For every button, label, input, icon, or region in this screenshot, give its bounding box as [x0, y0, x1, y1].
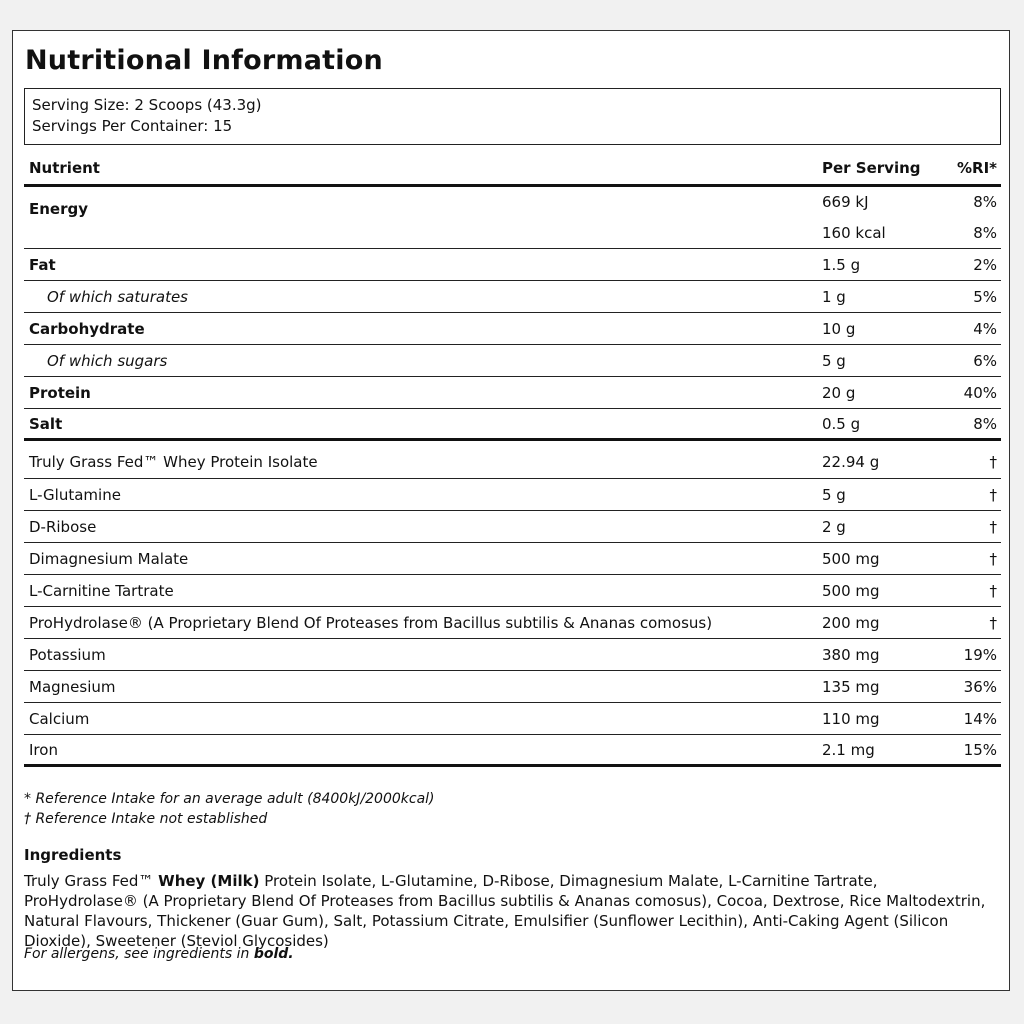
ingredient-name: Iron: [29, 740, 58, 759]
ingredient-amount: 5 g: [822, 485, 846, 504]
ingredient-amount: 135 mg: [822, 677, 880, 696]
table-row: [24, 249, 1001, 281]
ingredient-name: L-Carnitine Tartrate: [29, 581, 174, 600]
serving-info-box: [24, 88, 1001, 145]
table-row: [24, 345, 1001, 377]
nutrient-amount: 5 g: [822, 351, 846, 370]
nutrient-name: Of which sugars: [47, 351, 168, 370]
table-row: [24, 735, 1001, 767]
nutrition-panel: [12, 30, 1010, 991]
ingredient-amount: 110 mg: [822, 709, 880, 728]
allergen-note: [24, 946, 294, 962]
ingredient-amount: 200 mg: [822, 613, 880, 632]
energy-kj-ri: 8%: [973, 193, 997, 212]
table-row: [24, 409, 1001, 441]
ingredient-amount: 500 mg: [822, 549, 880, 568]
header-per-serving: Per Serving: [822, 158, 921, 177]
nutrient-ri: 4%: [973, 319, 997, 338]
energy-kj: 669 kJ: [822, 193, 869, 212]
allergen-note-text: For allergens, see ingredients in: [24, 946, 254, 962]
energy-kcal: 160 kcal: [822, 223, 886, 242]
nutrient-name: Salt: [29, 414, 63, 433]
ingredient-ri: †: [989, 452, 997, 471]
ingredients-prefix: Truly Grass Fed™: [24, 872, 159, 890]
table-row: [24, 377, 1001, 409]
nutrient-name: Fat: [29, 255, 56, 274]
nutrient-amount: 10 g: [822, 319, 856, 338]
allergen-note-bold: bold.: [253, 946, 294, 962]
ingredients-text: [24, 871, 994, 951]
table-row: [24, 313, 1001, 345]
ingredient-name: Calcium: [29, 709, 90, 728]
nutrient-ri: 5%: [973, 287, 997, 306]
serving-size: Serving Size: 2 Scoops (43.3g): [32, 96, 262, 114]
table-row: [24, 281, 1001, 313]
nutrient-name: Protein: [29, 383, 91, 402]
table-row: [24, 671, 1001, 703]
ingredient-ri: †: [989, 581, 997, 600]
servings-per-container: Servings Per Container: 15: [32, 117, 233, 135]
footnotes: [24, 789, 435, 829]
page-title: Nutritional Information: [25, 45, 383, 76]
ingredient-ri: 14%: [963, 709, 997, 728]
energy-label: Energy: [29, 200, 89, 218]
ingredient-amount: 22.94 g: [822, 452, 880, 471]
ingredient-amount: 2 g: [822, 517, 846, 536]
ingredient-amount: 500 mg: [822, 581, 880, 600]
nutrient-amount: 0.5 g: [822, 414, 861, 433]
ingredient-name: ProHydrolase® (A Proprietary Blend Of Proteases from Bacillus subtilis & Ananas comosus): [29, 613, 713, 632]
nutrient-ri: 6%: [973, 351, 997, 370]
table-row: [24, 441, 1001, 479]
table-row: [24, 607, 1001, 639]
ingredient-name: L-Glutamine: [29, 485, 121, 504]
ingredient-name: D-Ribose: [29, 517, 97, 536]
ingredient-amount: 380 mg: [822, 645, 880, 664]
table-row: [24, 575, 1001, 607]
footnote-not-established: † Reference Intake not established: [24, 811, 268, 827]
ingredient-ri: 36%: [963, 677, 997, 696]
header-nutrient: Nutrient: [29, 158, 100, 177]
table-row: [24, 639, 1001, 671]
ingredients-heading: Ingredients: [24, 846, 122, 864]
energy-row: [24, 187, 1001, 249]
ingredient-name: Truly Grass Fed™ Whey Protein Isolate: [29, 452, 318, 471]
ingredient-ri: †: [989, 517, 997, 536]
ingredient-ri: 15%: [963, 740, 997, 759]
ingredient-amount: 2.1 mg: [822, 740, 875, 759]
ingredients-rest: Protein Isolate, L-Glutamine, D-Ribose, Dimagnesium Malate, L-Carnitine Tartrate, ProHydrolase® (A Proprietary Blend Of Proteases from Bacillus subtilis & Ananas comosus), Cocoa, Dextrose, Rice Maltodextrin, Natural Flavours, Thickener (Guar Gum), Salt, Potassium Citrate, Emulsifier (Sunflower Lecithin), Anti-Caking Agent (Silicon Dioxide), Sweetener (Steviol Glycosides): [24, 872, 986, 950]
table-row: [24, 543, 1001, 575]
header-ri: %RI*: [956, 158, 997, 177]
nutrient-ri: 2%: [973, 255, 997, 274]
table-row: [24, 703, 1001, 735]
nutrient-amount: 20 g: [822, 383, 856, 402]
ingredient-ri: †: [989, 485, 997, 504]
nutrient-ri: 40%: [963, 383, 997, 402]
ingredients-bold-allergen: Whey (Milk): [158, 872, 260, 890]
nutrient-amount: 1 g: [822, 287, 846, 306]
table-header-row: [24, 151, 1001, 187]
nutrient-ri: 8%: [973, 414, 997, 433]
ingredient-ri: 19%: [963, 645, 997, 664]
ingredient-name: Potassium: [29, 645, 106, 664]
nutrient-amount: 1.5 g: [822, 255, 861, 274]
table-row: [24, 511, 1001, 543]
ingredient-ri: †: [989, 613, 997, 632]
ingredient-ri: †: [989, 549, 997, 568]
nutrition-table: [24, 151, 1001, 767]
ingredient-name: Dimagnesium Malate: [29, 549, 189, 568]
ingredient-name: Magnesium: [29, 677, 116, 696]
nutrient-name: Carbohydrate: [29, 319, 145, 338]
energy-kcal-ri: 8%: [973, 223, 997, 242]
table-row: [24, 479, 1001, 511]
nutrient-name: Of which saturates: [47, 287, 188, 306]
footnote-ri: * Reference Intake for an average adult (8400kJ/2000kcal): [24, 791, 435, 807]
